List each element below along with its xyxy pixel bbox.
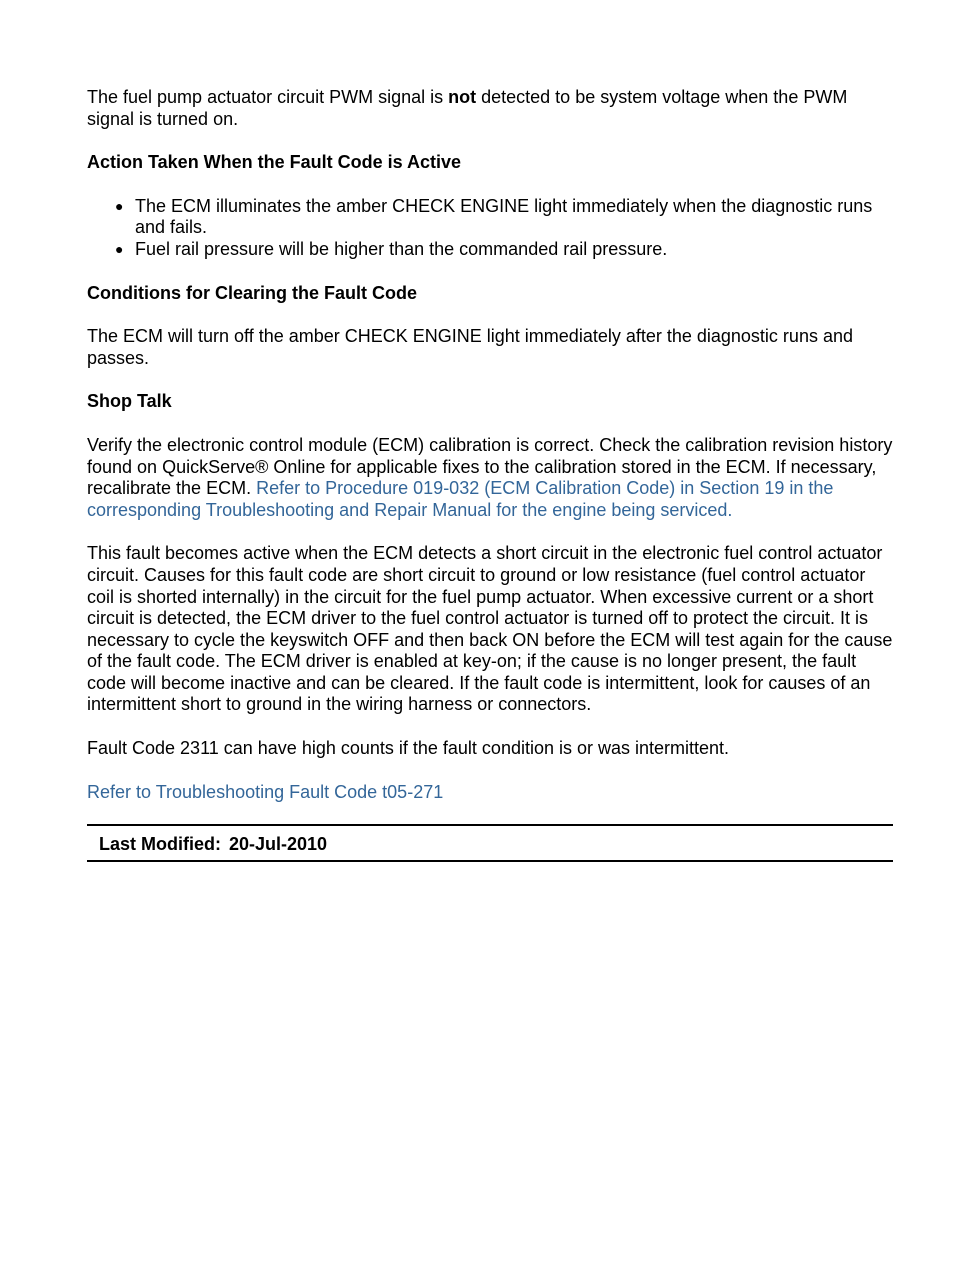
troubleshooting-link-paragraph	[87, 782, 893, 804]
intro-paragraph	[87, 87, 893, 130]
intro-bold-word: not	[448, 87, 477, 107]
bullet-icon: ●	[115, 240, 124, 257]
action-item-text: Fuel rail pressure will be higher than the commanded rail pressure.	[135, 238, 668, 259]
last-modified-bar	[87, 824, 893, 862]
action-list-item	[115, 196, 893, 239]
action-item-text: The ECM illuminates the amber CHECK ENGINE light immediately when the diagnostic runs and fails.	[135, 195, 873, 238]
last-modified-label: Last Modified:	[99, 834, 221, 855]
bullet-icon: ●	[115, 197, 124, 214]
shop-talk-high-counts: Fault Code 2311 can have high counts if the fault condition is or was intermittent.	[87, 738, 730, 759]
action-list-item	[115, 239, 893, 261]
intro-text-before: The fuel pump actuator circuit PWM signal is	[87, 87, 449, 107]
clearing-paragraph: The ECM will turn off the amber CHECK ENGINE light immediately after the diagnostic runs and passes.	[87, 326, 853, 368]
shop-talk-heading: Shop Talk	[87, 391, 172, 412]
document-content	[87, 87, 893, 862]
action-heading: Action Taken When the Fault Code is Active	[87, 152, 462, 173]
shop-talk-fault-description: This fault becomes active when the ECM detects a short circuit in the electronic fuel control actuator circuit. Causes for this fault code are short circuit to ground or low resistance (fuel control actuator coil is shorted internally) in the circuit for the fuel pump actuator. When excessive current or a short circuit is detected, the ECM driver to the fuel control actuator is turned off to protect the circuit. It is necessary to cycle the keyswitch OFF and then back ON before the ECM will test again for the cause of the fault code. The ECM driver is enabled at key-on; if the cause is no longer present, the fault code will become inactive and can be cleared. If the fault code is intermittent, look for causes of an intermittent short to ground in the wiring harness or connectors.	[87, 543, 893, 715]
clearing-heading: Conditions for Clearing the Fault Code	[87, 282, 417, 303]
procedure-019-032-link[interactable]: Refer to Procedure 019-032 (ECM Calibration Code) in Section 19 in the corresponding Troubleshooting and Repair Manual for the engine being serviced.	[87, 478, 834, 520]
shop-talk-calibration-paragraph	[87, 435, 893, 521]
troubleshooting-fault-code-link[interactable]: Refer to Troubleshooting Fault Code t05-271	[87, 781, 444, 802]
last-modified-date: 20-Jul-2010	[229, 834, 328, 855]
calibration-text: Verify the electronic control module (ECM) calibration is correct. Check the calibration revision history found on QuickServe® Online for applicable fixes to the calibration stored in the ECM. If necessary, recalibrate the ECM.	[87, 434, 893, 499]
action-list	[87, 196, 893, 261]
intro-text-after: detected to be system voltage when the PWM signal is turned on.	[87, 87, 848, 129]
